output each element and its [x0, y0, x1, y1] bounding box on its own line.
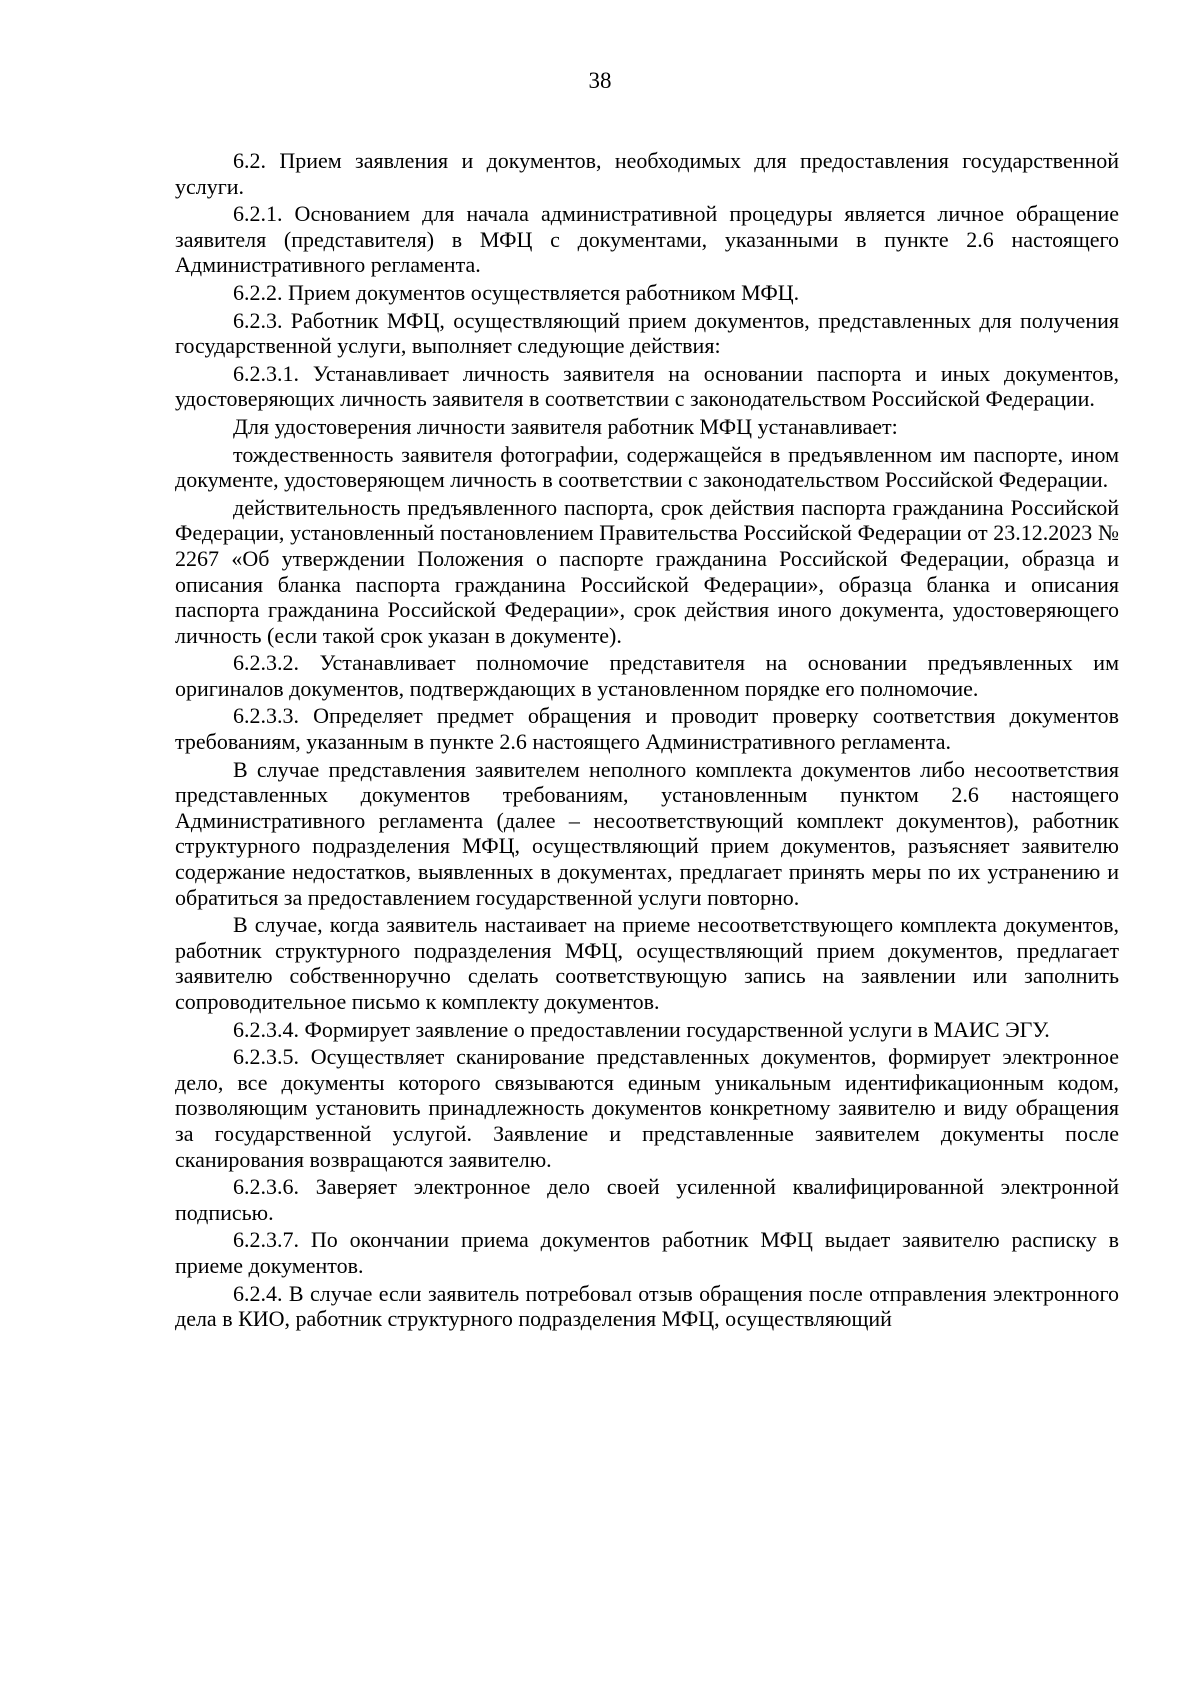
paragraph-6-2-2: 6.2.2. Прием документов осуществляется работником МФЦ.	[233, 279, 800, 305]
paragraph-6-2-3-3: 6.2.3.3. Определяет предмет обращения и проводит проверку соответствия документов требованиям, указанным в пункте 2.6 настоящего Административного регламента.	[175, 703, 1119, 755]
paragraph-6-2-3-4: 6.2.3.4. Формирует заявление о предоставлении государственной услуги в МАИС ЭГУ.	[233, 1016, 1050, 1042]
paragraph-6-2-1: 6.2.1. Основанием для начала административной процедуры является личное обращение заявителя (представителя) в МФЦ с документами, указанными в пункте 2.6 настоящего Административного регламента.	[175, 201, 1119, 278]
paragraph-6-2-3-1: 6.2.3.1. Устанавливает личность заявителя на основании паспорта и иных документов, удостоверяющих личность заявителя в соответствии с законодательством Российской Федерации.	[175, 360, 1119, 412]
paragraph-passport-validity: действительность предъявленного паспорта, срок действия паспорта гражданина Российской Федерации, установленный постановлением Правительства Российской Федерации от 23.12.2023 № 2267 «Об утверждении Положения о паспорте гражданина Российской Федерации, образца и описания бланка паспорта гражданина Российской Федерации», образца бланка и описания паспорта гражданина Российской Федерации», срок действия иного документа, удостоверяющего личность (если такой срок указан в документе).	[175, 494, 1119, 648]
document-body	[175, 148, 1119, 1334]
paragraph-insists: В случае, когда заявитель настаивает на приеме несоответствующего комплекта документов, работник структурного подразделения МФЦ, осуществляющий прием документов, предлагает заявителю собственноручно сделать соответствующую запись на заявлении или заполнить сопроводительное письмо к комплекту документов.	[175, 912, 1119, 1014]
paragraph-6-2-3-2: 6.2.3.2. Устанавливает полномочие представителя на основании предъявленных им оригиналов документов, подтверждающих в установленном порядке его полномочие.	[175, 650, 1119, 701]
paragraph-6-2: 6.2. Прием заявления и документов, необходимых для предоставления государственной услуги.	[175, 148, 1119, 199]
paragraph-identity-intro: Для удостоверения личности заявителя работник МФЦ устанавливает:	[233, 413, 898, 439]
paragraph-identity-photo: тождественность заявителя фотографии, содержащейся в предъявленном им паспорте, ином документе, удостоверяющем личность в соответствии с законодательством Российской Федерации.	[175, 441, 1119, 493]
paragraph-incomplete-set: В случае представления заявителем неполного комплекта документов либо несоответствия представленных документов требованиям, установленным пунктом 2.6 настоящего Административного регламента (далее – несоответствующий комплект документов), работник структурного подразделения МФЦ, осуществляющий прием документов, разъясняет заявителю содержание недостатков, выявленных в документах, предлагает принять меры по их устранению и обратиться за предоставлением государственной услуги повторно.	[175, 756, 1119, 910]
paragraph-6-2-3: 6.2.3. Работник МФЦ, осуществляющий прием документов, представленных для получения государственной услуги, выполняет следующие действия:	[175, 307, 1119, 359]
paragraph-6-2-4: 6.2.4. В случае если заявитель потребовал отзыв обращения после отправления электронного дела в КИО, работник структурного подразделения МФЦ, осуществляющий	[175, 1280, 1119, 1332]
page-number: 38	[588, 68, 612, 93]
paragraph-6-2-3-6: 6.2.3.6. Заверяет электронное дело своей усиленной квалифицированной электронной подписью.	[175, 1174, 1119, 1225]
paragraph-6-2-3-7: 6.2.3.7. По окончании приема документов работник МФЦ выдает заявителю расписку в приеме документов.	[175, 1227, 1119, 1278]
paragraph-6-2-3-5: 6.2.3.5. Осуществляет сканирование представленных документов, формирует электронное дело, все документы которого связываются единым уникальным идентификационным кодом, позволяющим установить принадлежность документов конкретному заявителю и виду обращения за государственной услугой. Заявление и представленные заявителем документы после сканирования возвращаются заявителю.	[175, 1044, 1119, 1172]
